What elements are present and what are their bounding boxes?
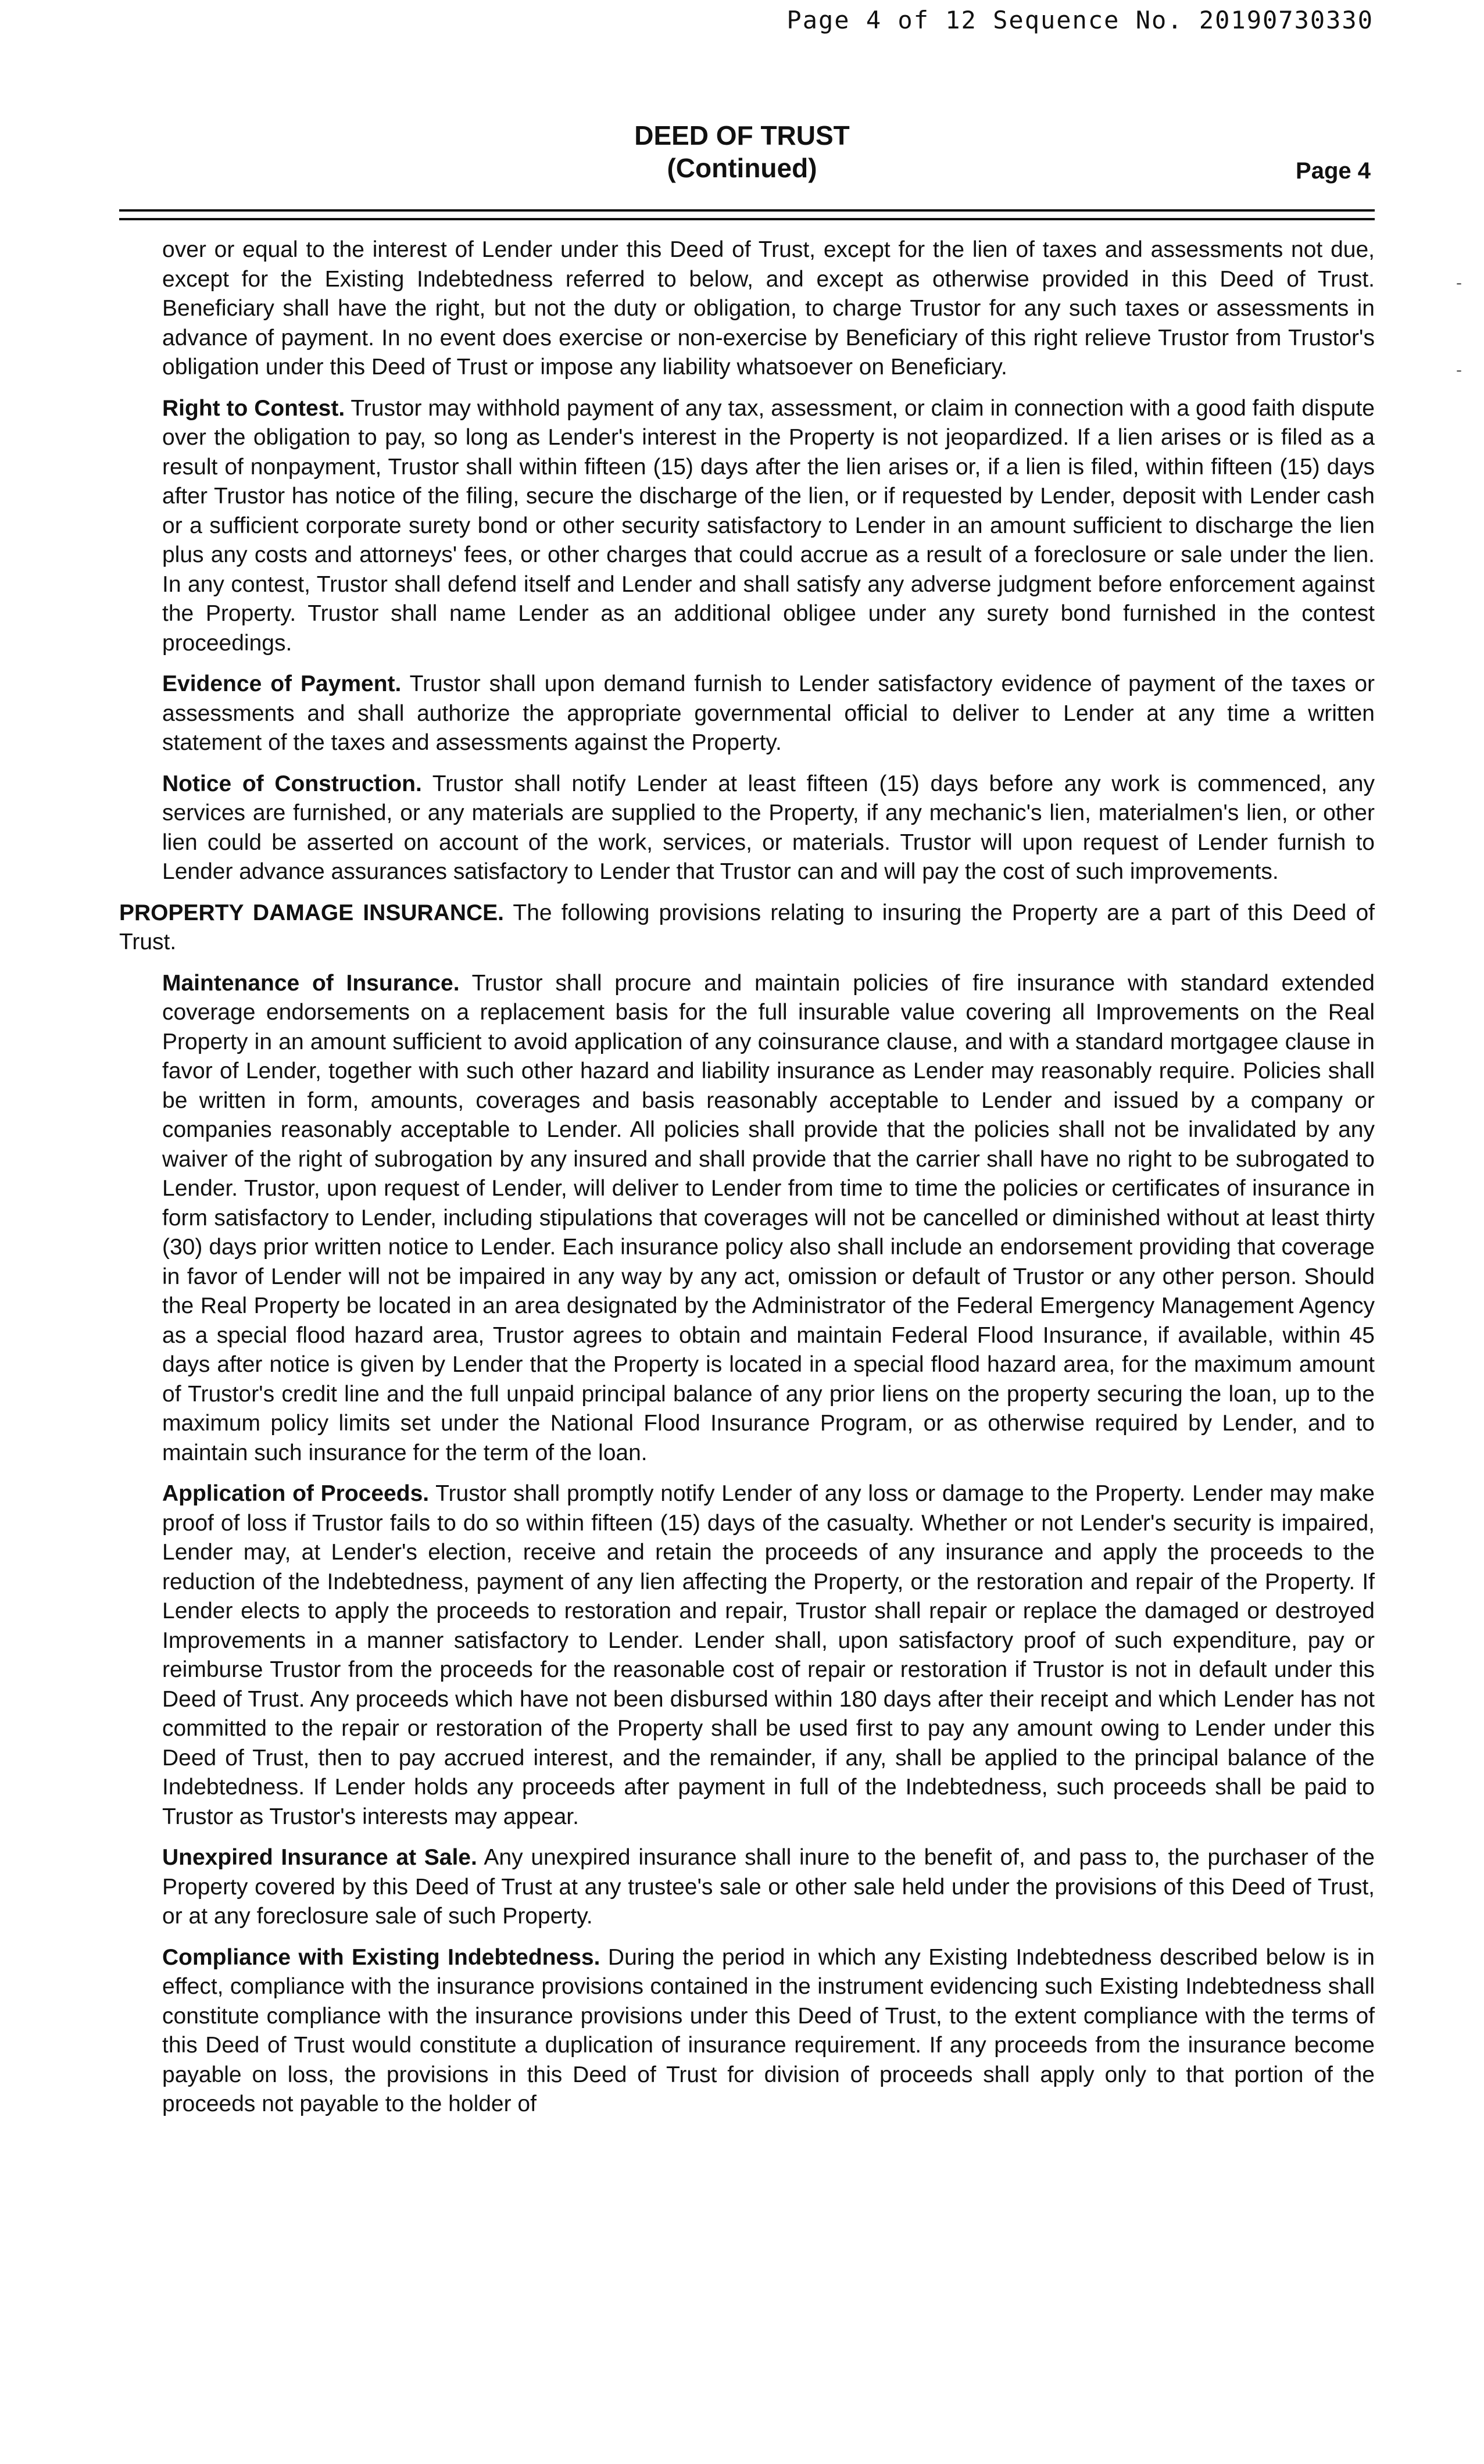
paragraph-notice-of-construction (162, 770, 1375, 887)
paragraph-lien-continued (162, 235, 1375, 382)
section-heading: PROPERTY DAMAGE INSURANCE. (119, 900, 505, 925)
paragraph-text: Trustor shall notify Lender at least fifteen (15) days before any work is commenced, any services are furnished, or any materials are supplied to the Property, if any mechanic's lien, materialmen's lien, or other lien could be asserted on account of the work, services, or materials. Trustor will upon request of Lender furnish to Lender advance assurances satisfactory to Lender that Trustor can and will pay the cost of such improvements. (162, 771, 1375, 884)
page-label: Page 4 (1296, 158, 1371, 184)
paragraph-text: Trustor shall upon demand furnish to Lender satisfactory evidence of payment of the taxes or assessments and shall authorize the appropriate governmental official to deliver to Lender at any time a written statement of the taxes and assessments against the Property. (162, 671, 1375, 755)
margin-mark: - (1456, 273, 1462, 292)
paragraph-heading: Right to Contest. (162, 395, 345, 421)
header-rule-bottom (119, 218, 1375, 220)
document-subtitle: (Continued) (667, 153, 817, 183)
paragraph-heading: Unexpired Insurance at Sale. (162, 1845, 477, 1870)
document-header (0, 119, 1484, 184)
paragraph-text: Trustor may withhold payment of any tax, assessment, or claim in connection with a good faith dispute over the obligation to pay, so long as Lender's interest in the Property is not jeopardized. If a lien arises or is filed as a result of nonpayment, Trustor shall within fifteen (15) days after the lien arises or, if a lien is filed, within fifteen (15) days after Trustor has notice of the filing, secure the discharge of the lien, or if requested by Lender, deposit with Lender cash or a sufficient corporate surety bond or other security satisfactory to Lender in an amount sufficient to discharge the lien plus any costs and attorneys' fees, or other charges that could accrue as a result of a foreclosure or sale under the lien. In any contest, Trustor shall defend itself and Lender and shall satisfy any adverse judgment before enforcement against the Property. Trustor shall name Lender as an additional obligee under any surety bond furnished in the contest proceedings. (162, 395, 1375, 656)
paragraph-maintenance-of-insurance (162, 969, 1375, 1468)
paragraph-right-to-contest (162, 394, 1375, 659)
section-text: The following provisions relating to insuring the Property are a part of this Deed of Trust. (119, 900, 1375, 954)
paragraph-heading: Maintenance of Insurance. (162, 970, 460, 996)
margin-mark: - (1456, 360, 1462, 380)
document-title: DEED OF TRUST (634, 120, 850, 151)
paragraph-evidence-of-payment (162, 670, 1375, 758)
paragraph-unexpired-insurance (162, 1843, 1375, 1932)
document-body (119, 235, 1375, 2131)
paragraph-heading: Compliance with Existing Indebtedness. (162, 1944, 600, 1970)
paragraph-compliance-existing-indebtedness (162, 1943, 1375, 2119)
paragraph-text: During the period in which any Existing Indebtedness described below is in effect, compliance with the insurance provisions contained in the instrument evidencing such Existing Indebtedness shall constitute compliance with the insurance provisions under this Deed of Trust, to the extent compliance with the terms of this Deed of Trust would constitute a duplication of insurance requirement. If any proceeds from the insurance become payable on loss, the provisions in this Deed of Trust for division of proceeds shall apply only to that portion of the proceeds not payable to the holder of (162, 1944, 1375, 2116)
section-property-damage-insurance (119, 899, 1375, 957)
paragraph-text: Trustor shall procure and maintain policies of fire insurance with standard extended coverage endorsements on a replacement basis for the full insurable value covering all Improvements on the Real Property in an amount sufficient to avoid application of any coinsurance clause, and with a standard mortgagee clause in favor of Lender, together with such other hazard and liability insurance as Lender may reasonably require. Policies shall be written in form, amounts, coverages and basis reasonably acceptable to Lender and issued by a company or companies reasonably acceptable to Lender. All policies shall provide that the policies shall not be invalidated by any waiver of the right of subrogation by any insured and shall provide that the carrier shall have no right to be subrogated to Lender. Trustor, upon request of Lender, will deliver to Lender from time to time the policies or certificates of insurance in form satisfactory to Lender, including stipulations that coverages will not be cancelled or diminished without at least thirty (30) days prior written notice to Lender. Each insurance policy also shall include an endorsement providing that coverage in favor of Lender will not be impaired in any way by any act, omission or default of Trustor or any other person. Should the Real Property be located in an area designated by the Administrator of the Federal Emergency Management Agency as a special flood hazard area, Trustor agrees to obtain and maintain Federal Flood Insurance, if available, within 45 days after notice is given by Lender that the Property is located in a special flood hazard area, for the maximum amount of Trustor's credit line and the full unpaid principal balance of any prior liens on the property securing the loan, up to the maximum policy limits set under the National Flood Insurance Program, or as otherwise required by Lender, and to maintain such insurance for the term of the loan. (162, 970, 1375, 1465)
paragraph-heading: Application of Proceeds. (162, 1481, 430, 1506)
paragraph-heading: Notice of Construction. (162, 771, 422, 796)
paragraph-application-of-proceeds (162, 1479, 1375, 1832)
paragraph-text: Any unexpired insurance shall inure to the benefit of, and pass to, the purchaser of the Property covered by this Deed of Trust at any trustee's sale or other sale held under the provisions of this Deed of Trust, or at any foreclosure sale of such Property. (162, 1845, 1375, 1929)
paragraph-text: over or equal to the interest of Lender under this Deed of Trust, except for the lien of taxes and assessments not due, except for the Existing Indebtedness referred to below, and except as otherwise provided in this Deed of Trust. Beneficiary shall have the right, but not the duty or obligation, to charge Trustor for any such taxes or assessments in advance of payment. In no event does exercise or non-exercise by Beneficiary of this right relieve Trustor from Trustor's obligation under this Deed of Trust or impose any liability whatsoever on Beneficiary. (162, 237, 1375, 380)
paragraph-heading: Evidence of Payment. (162, 671, 402, 696)
header-rule-top (119, 209, 1375, 212)
paragraph-text: Trustor shall promptly notify Lender of any loss or damage to the Property. Lender may make proof of loss if Trustor fails to do so within fifteen (15) days of the casualty. Whether or not Lender's security is impaired, Lender may, at Lender's election, receive and retain the proceeds of any insurance and apply the proceeds to the reduction of the Indebtedness, payment of any lien affecting the Property, or the restoration and repair of the Property. If Lender elects to apply the proceeds to restoration and repair, Trustor shall repair or replace the damaged or destroyed Improvements in a manner satisfactory to Lender. Lender shall, upon satisfactory proof of such expenditure, pay or reimburse Trustor from the proceeds for the reasonable cost of repair or restoration if Trustor is not in default under this Deed of Trust. Any proceeds which have not been disbursed within 180 days after their receipt and which Lender has not committed to the repair or restoration of the Property shall be used first to pay any amount owing to Lender under this Deed of Trust, then to pay accrued interest, and the remainder, if any, shall be applied to the principal balance of the Indebtedness. If Lender holds any proceeds after payment in full of the Indebtedness, such proceeds shall be paid to Trustor as Trustor's interests may appear. (162, 1481, 1375, 1829)
recorder-stamp: Page 4 of 12 Sequence No. 20190730330 (786, 6, 1374, 34)
